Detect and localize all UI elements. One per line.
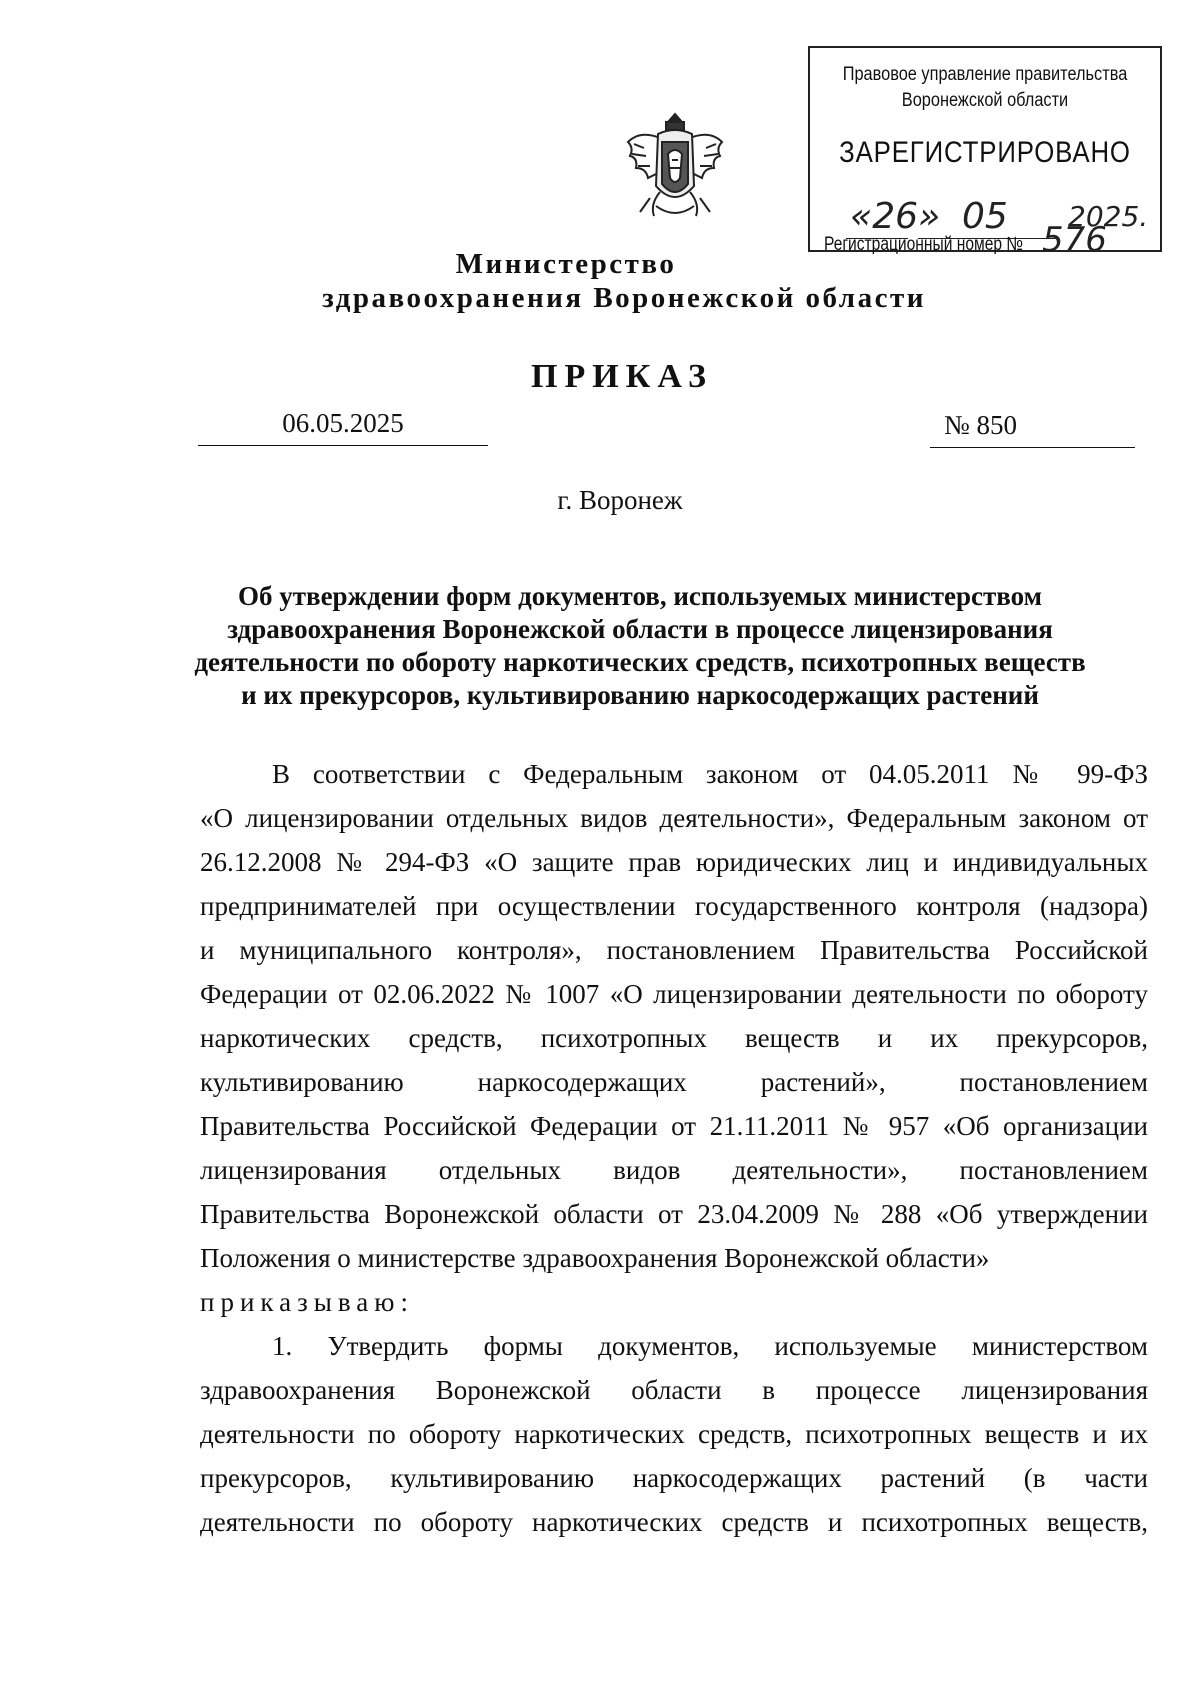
subject-line: деятельности по обороту наркотических средств, психотропных веществ xyxy=(194,647,1086,677)
stamp-reg-number-label: Регистрационный номер № xyxy=(824,234,1024,255)
body-line: культивированию наркосодержащих растений», постановлением xyxy=(200,1067,1148,1097)
body-line: Правительства Российской Федерации от 21.11.2011 № 957 «Об организации xyxy=(200,1111,1148,1141)
body-line: и муниципального контроля», постановлением Правительства Российской xyxy=(200,935,1148,965)
item1-line: деятельности по обороту наркотических средств, психотропных веществ и их xyxy=(200,1419,1148,1449)
body-line: В соответствии с Федеральным законом от 04.05.2011 № 99-ФЗ xyxy=(272,759,1148,789)
order-number: № 850 xyxy=(930,410,1135,448)
body-line: лицензирования отдельных видов деятельности», постановлением xyxy=(200,1155,1148,1185)
order-date: 06.05.2025 xyxy=(198,408,488,446)
body-line: Федерации от 02.06.2022 № 1007 «О лицензировании деятельности по обороту xyxy=(200,979,1148,1009)
item1-line: 1. Утвердить формы документов, используемые министерством xyxy=(272,1331,1148,1361)
stamp-year: 2025. xyxy=(1068,200,1149,233)
body-line: Положения о министерстве здравоохранения Воронежской области» xyxy=(200,1243,990,1273)
body-line: наркотических средств, психотропных веществ и их прекурсоров, xyxy=(200,1023,1148,1053)
subject-line: здравоохранения Воронежской области в процессе лицензирования xyxy=(227,614,1053,644)
stamp-month: 05 xyxy=(962,196,1008,237)
item1-line: прекурсоров, культивированию наркосодержащих растений (в части xyxy=(200,1463,1148,1493)
subject-line: Об утверждении форм документов, используемых министерством xyxy=(237,581,1043,611)
item1-line: здравоохранения Воронежской области в процессе лицензирования xyxy=(200,1375,1148,1405)
item1-line: деятельности по обороту наркотических средств и психотропных веществ, xyxy=(200,1507,1148,1537)
body-line: 26.12.2008 № 294-ФЗ «О защите прав юридических лиц и индивидуальных xyxy=(200,847,1148,877)
registration-stamp xyxy=(808,46,1162,260)
order-word: приказываю: xyxy=(200,1287,414,1317)
stamp-registered-label: ЗАРЕГИСТРИРОВАНО xyxy=(839,136,1131,169)
order-body xyxy=(200,752,1148,1544)
body-line: «О лицензировании отдельных видов деятельности», Федеральным законом от xyxy=(200,803,1148,833)
document-type-heading: ПРИКАЗ xyxy=(531,358,713,395)
stamp-authority-line2: Воронежской области xyxy=(901,90,1069,111)
order-subject xyxy=(160,580,1120,712)
ministry-title-line2: здравоохранения Воронежской области xyxy=(322,282,926,314)
city-of-issue: г. Воронеж xyxy=(557,485,683,515)
stamp-authority-line1: Правовое управление правительства xyxy=(842,64,1128,85)
ministry-title-line1: Министерство xyxy=(455,248,677,280)
stamp-reg-number: 576 xyxy=(1042,220,1107,260)
body-line: предпринимателей при осуществлении государственного контроля (надзора) xyxy=(200,891,1148,921)
subject-line: и их прекурсоров, культивированию наркосодержащих растений xyxy=(241,680,1039,710)
stamp-day: «26» xyxy=(850,196,941,237)
coat-of-arms-emblem xyxy=(620,108,730,228)
body-line: Правительства Воронежской области от 23.04.2009 № 288 «Об утверждении xyxy=(200,1199,1148,1229)
